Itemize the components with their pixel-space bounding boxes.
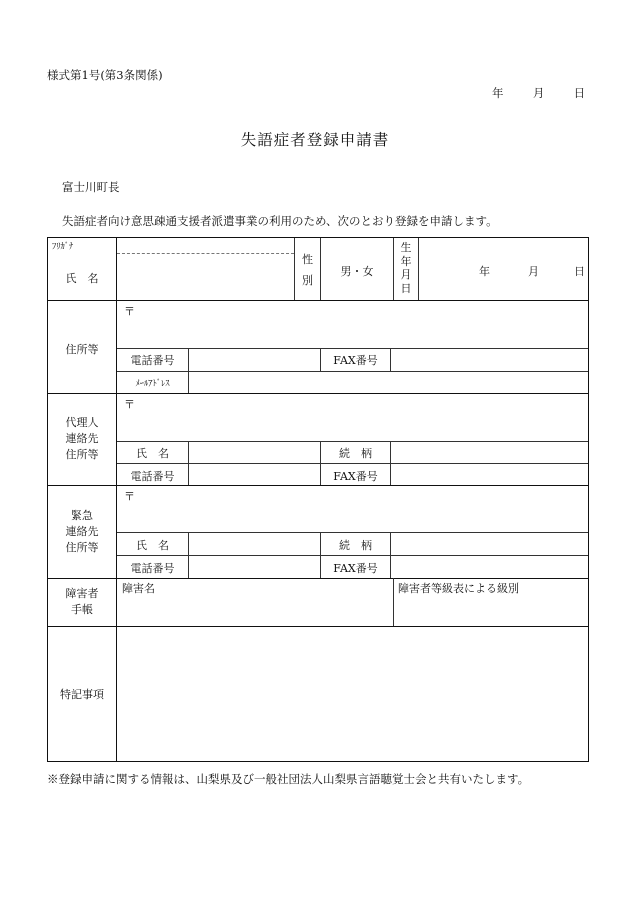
agent-phone-label: 電話番号 [130, 470, 175, 483]
row-divider-handbook [48, 626, 588, 627]
emergency-relation-field[interactable] [391, 533, 587, 554]
furigana-field[interactable] [118, 239, 293, 252]
intro-text: 失語症者向け意思疎通支援者派遣事業の利用のため、次のとおり登録を申請します。 [62, 214, 498, 228]
agent-relation-label: 続 柄 [339, 447, 372, 460]
furigana-label: ﾌﾘｶﾞﾅ [52, 242, 74, 252]
emergency-section-label: 緊急 連絡先 住所等 [65, 509, 99, 554]
date-day-label: 日 [573, 86, 586, 100]
emergency-phone-field[interactable] [189, 556, 319, 577]
row-divider-emergency [48, 578, 588, 579]
furigana-divider [117, 253, 294, 254]
disability-grade-field[interactable] [395, 594, 587, 625]
agent-fax-label: FAX番号 [333, 470, 378, 483]
emergency-name-label: 氏 名 [136, 539, 169, 552]
date-year-label: 年 [492, 86, 504, 100]
name-field[interactable] [118, 255, 293, 299]
disability-name-field[interactable] [118, 594, 392, 625]
birth-year-label: 年 [479, 265, 490, 278]
date-month-label: 月 [532, 86, 545, 100]
agent-relation-field[interactable] [391, 442, 587, 462]
label-column-divider [116, 238, 117, 761]
birth-day-label: 日 [574, 265, 585, 278]
agent-section-label: 代理人 連絡先 住所等 [65, 416, 99, 461]
emergency-address-field[interactable] [118, 502, 588, 531]
name-label: 氏 名 [65, 272, 99, 285]
application-form-table [47, 237, 589, 762]
email-label: ﾒｰﾙｱﾄﾞﾚｽ [135, 379, 170, 389]
agent-postal-mark: 〒 [124, 398, 135, 411]
birth-label-divider [418, 238, 419, 300]
form-number: 様式第1号(第3条関係) [47, 68, 163, 82]
emergency-phone-label: 電話番号 [130, 562, 175, 575]
application-date [492, 85, 585, 101]
disability-name-label: 障害名 [122, 582, 155, 595]
handbook-label: 障害者 手帳 [65, 587, 99, 616]
agent-name-label: 氏 名 [136, 447, 169, 460]
address-section-label: 住所等 [65, 343, 99, 356]
address-field[interactable] [118, 318, 588, 347]
address-phone-label: 電話番号 [130, 354, 175, 367]
birth-month-label: 月 [528, 265, 539, 278]
address-fax-field[interactable] [391, 349, 587, 370]
emergency-postal-mark: 〒 [124, 490, 135, 503]
handbook-mid-divider [393, 578, 394, 626]
row-divider-name [48, 300, 588, 301]
email-field[interactable] [189, 372, 587, 392]
address-phone-field[interactable] [189, 349, 319, 370]
notes-label: 特記事項 [60, 688, 104, 701]
document-title: 失語症者登録申請書 [240, 131, 390, 149]
agent-name-field[interactable] [189, 442, 319, 462]
agent-address-field[interactable] [118, 410, 588, 440]
emergency-name-field[interactable] [189, 533, 319, 554]
agent-phone-field[interactable] [189, 464, 319, 484]
footer-note: ※登録申請に関する情報は、山梨県及び一般社団法人山梨県言語聴覚士会と共有いたします。 [47, 772, 530, 786]
address-fax-label: FAX番号 [333, 354, 378, 367]
emergency-fax-label: FAX番号 [333, 562, 378, 575]
agent-fax-field[interactable] [391, 464, 587, 484]
address-postal-mark: 〒 [124, 305, 135, 318]
emergency-fax-field[interactable] [391, 556, 587, 577]
row-divider-address [48, 393, 588, 394]
emergency-relation-label: 続 柄 [339, 539, 372, 552]
gender-label: 性 別 [302, 253, 313, 287]
gender-options[interactable]: 男・女 [340, 265, 374, 278]
addressee: 富士川町長 [62, 180, 120, 194]
birth-date-label: 生 年 月 日 [400, 241, 412, 295]
disability-grade-label: 障害者等級表による級別 [398, 582, 519, 595]
notes-field[interactable] [118, 628, 587, 760]
row-divider-agent [48, 485, 588, 486]
